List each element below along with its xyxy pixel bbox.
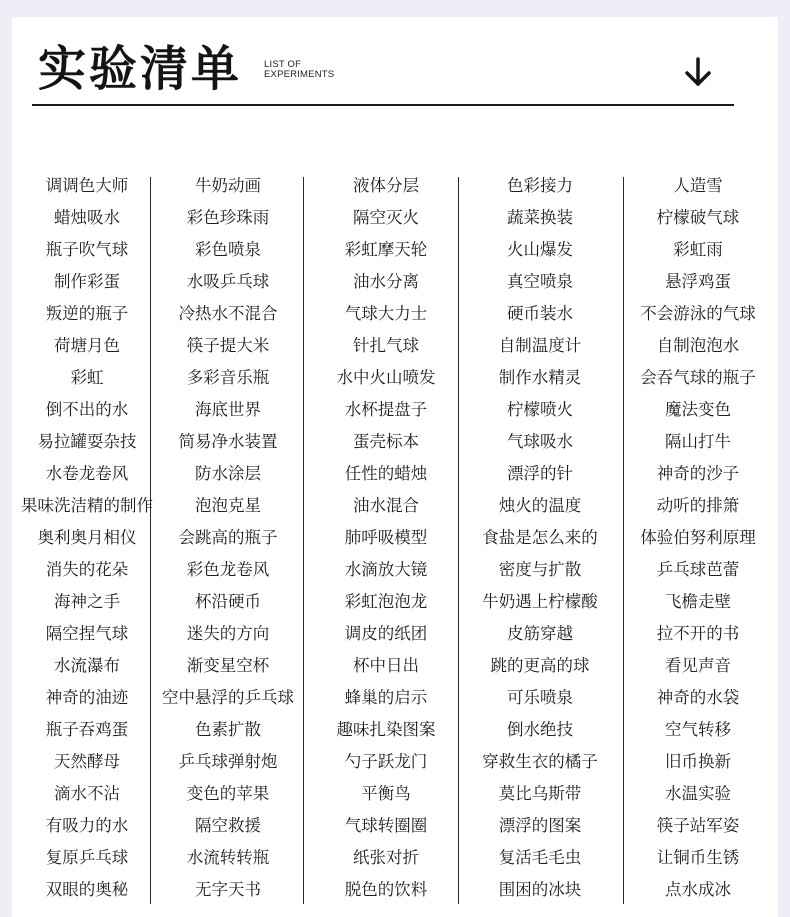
experiment-item: 渐变星空杯: [186, 656, 270, 675]
experiment-item: 人造雪: [673, 176, 723, 195]
experiment-item: 动听的排箫: [656, 496, 740, 515]
experiment-item: 油水分离: [353, 272, 419, 291]
experiment-item: 有吸力的水: [45, 816, 129, 835]
experiment-item: 皮筋穿越: [507, 624, 573, 643]
experiment-item: 彩色喷泉: [195, 240, 261, 259]
experiment-item: 色素扩散: [195, 720, 261, 739]
experiment-item: 食盐是怎么来的: [482, 528, 598, 547]
experiment-item: 水温实验: [665, 784, 731, 803]
experiment-item: 复活毛毛虫: [498, 848, 582, 867]
experiment-item: 蛋壳标本: [353, 432, 419, 451]
experiment-item: 杯中日出: [353, 656, 419, 675]
experiment-item: 复原乒乓球: [45, 848, 129, 867]
experiment-item: 牛奶遇上柠檬酸: [482, 592, 598, 611]
experiment-item: 制作彩蛋: [54, 272, 120, 291]
experiment-item: 油水混合: [353, 496, 419, 515]
experiment-item: 密度与扩散: [498, 560, 582, 579]
experiment-item: 气球吸水: [507, 432, 573, 451]
experiment-item: 防水涂层: [195, 464, 261, 483]
experiment-item: 水中火山喷发: [336, 368, 436, 387]
experiment-item: 神奇的油迹: [45, 688, 129, 707]
experiment-item: 水杯提盘子: [344, 400, 428, 419]
arrow-down-icon[interactable]: [680, 54, 716, 90]
experiment-item: 奥利奥月相仪: [37, 528, 137, 547]
experiment-item: 拉不开的书: [656, 624, 740, 643]
experiment-item: 纸张对折: [353, 848, 419, 867]
experiment-item: 莫比乌斯带: [498, 784, 582, 803]
subtitle-line-1: LIST OF: [264, 59, 302, 70]
experiment-item: 水流转转瓶: [186, 848, 270, 867]
experiment-item: 彩虹: [70, 368, 104, 387]
experiment-item: 任性的蜡烛: [344, 464, 428, 483]
experiment-item: 消失的花朵: [45, 560, 129, 579]
experiment-item: 水滴放大镜: [344, 560, 428, 579]
experiment-item: 让铜币生锈: [656, 848, 740, 867]
experiment-item: 跳的更高的球: [490, 656, 590, 675]
experiment-item: 不会游泳的气球: [640, 304, 756, 323]
experiment-item: 神奇的水袋: [656, 688, 740, 707]
experiment-item: 水卷龙卷风: [45, 464, 129, 483]
experiment-item: 滴水不沾: [54, 784, 120, 803]
experiment-item: 牛奶动画: [195, 176, 261, 195]
column-divider: [623, 177, 624, 904]
experiment-item: 冷热水不混合: [178, 304, 278, 323]
experiment-item: 彩虹泡泡龙: [344, 592, 428, 611]
experiment-item: 筷子站军姿: [656, 816, 740, 835]
subtitle-line-2: EXPERIMENTS: [264, 69, 335, 80]
experiment-item: 肺呼吸模型: [344, 528, 428, 547]
experiment-item: 调皮的纸团: [344, 624, 428, 643]
experiment-item: 自制温度计: [498, 336, 582, 355]
experiment-item: 瓶子吞鸡蛋: [45, 720, 129, 739]
header-rule: [32, 104, 734, 106]
experiment-item: 真空喷泉: [507, 272, 573, 291]
experiment-item: 会跳高的瓶子: [178, 528, 278, 547]
experiment-item: 无字天书: [195, 880, 261, 899]
experiment-item: 旧币换新: [665, 752, 731, 771]
page-title: 实验清单: [38, 41, 243, 97]
experiment-item: 漂浮的针: [507, 464, 573, 483]
experiment-item: 会吞气球的瓶子: [640, 368, 756, 387]
experiment-item: 筷子提大米: [186, 336, 270, 355]
experiment-item: 果味洗洁精的制作: [21, 496, 153, 515]
experiment-item: 体验伯努利原理: [640, 528, 756, 547]
experiment-item: 柠檬破气球: [656, 208, 740, 227]
experiment-item: 平衡鸟: [361, 784, 411, 803]
experiment-item: 液体分层: [353, 176, 419, 195]
experiment-item: 瓶子吹气球: [45, 240, 129, 259]
experiment-item: 脱色的饮料: [344, 880, 428, 899]
experiment-item: 硬币装水: [507, 304, 573, 323]
experiment-item: 空气转移: [665, 720, 731, 739]
page-subtitle: [264, 60, 334, 80]
experiment-item: 魔法变色: [665, 400, 731, 419]
experiment-item: 泡泡克星: [195, 496, 261, 515]
experiment-item: 彩色珍珠雨: [186, 208, 270, 227]
experiment-item: 彩色龙卷风: [186, 560, 270, 579]
experiment-item: 看见声音: [665, 656, 731, 675]
experiment-item: 水吸乒乓球: [186, 272, 270, 291]
experiment-item: 空中悬浮的乒乓球: [162, 688, 294, 707]
experiment-item: 趣味扎染图案: [336, 720, 436, 739]
experiment-item: 调调色大师: [45, 176, 129, 195]
experiment-item: 彩虹雨: [673, 240, 723, 259]
experiment-item: 多彩音乐瓶: [186, 368, 270, 387]
experiment-item: 乒乓球弹射炮: [178, 752, 278, 771]
experiment-item: 双眼的奥秘: [45, 880, 129, 899]
experiment-item: 针扎气球: [353, 336, 419, 355]
experiment-item: 海神之手: [54, 592, 120, 611]
experiment-item: 烛火的温度: [498, 496, 582, 515]
experiment-item: 倒水绝技: [507, 720, 573, 739]
experiment-item: 点水成冰: [665, 880, 731, 899]
experiment-item: 蔬菜换装: [507, 208, 573, 227]
experiment-item: 蜡烛吸水: [54, 208, 120, 227]
experiment-item: 水流瀑布: [54, 656, 120, 675]
experiment-item: 穿救生衣的橘子: [482, 752, 598, 771]
experiment-item: 悬浮鸡蛋: [665, 272, 731, 291]
experiment-item: 荷塘月色: [54, 336, 120, 355]
experiment-item: 制作水精灵: [498, 368, 582, 387]
experiment-item: 自制泡泡水: [656, 336, 740, 355]
experiment-item: 神奇的沙子: [656, 464, 740, 483]
experiment-item: 飞檐走壁: [665, 592, 731, 611]
experiment-item: 变色的苹果: [186, 784, 270, 803]
experiment-item: 乒乓球芭蕾: [656, 560, 740, 579]
experiment-item: 海底世界: [195, 400, 261, 419]
experiment-item: 隔空救援: [195, 816, 261, 835]
experiment-item: 倒不出的水: [45, 400, 129, 419]
experiment-item: 迷失的方向: [186, 624, 270, 643]
experiment-item: 叛逆的瓶子: [45, 304, 129, 323]
experiment-item: 彩虹摩天轮: [344, 240, 428, 259]
experiment-item: 气球转圈圈: [344, 816, 428, 835]
experiment-item: 隔空捏气球: [45, 624, 129, 643]
experiment-item: 火山爆发: [507, 240, 573, 259]
experiment-item: 柠檬喷火: [507, 400, 573, 419]
experiment-item: 蜂巢的启示: [344, 688, 428, 707]
experiment-item: 围困的冰块: [498, 880, 582, 899]
experiment-item: 勺子跃龙门: [344, 752, 428, 771]
experiment-item: 可乐喷泉: [507, 688, 573, 707]
experiment-item: 易拉罐耍杂技: [37, 432, 137, 451]
experiment-item: 隔山打牛: [665, 432, 731, 451]
experiment-item: 色彩接力: [507, 176, 573, 195]
experiment-item: 简易净水装置: [178, 432, 278, 451]
experiment-item: 气球大力士: [344, 304, 428, 323]
experiment-item: 天然酵母: [54, 752, 120, 771]
experiment-item: 隔空灭火: [353, 208, 419, 227]
experiment-item: 漂浮的图案: [498, 816, 582, 835]
experiment-item: 杯沿硬币: [195, 592, 261, 611]
